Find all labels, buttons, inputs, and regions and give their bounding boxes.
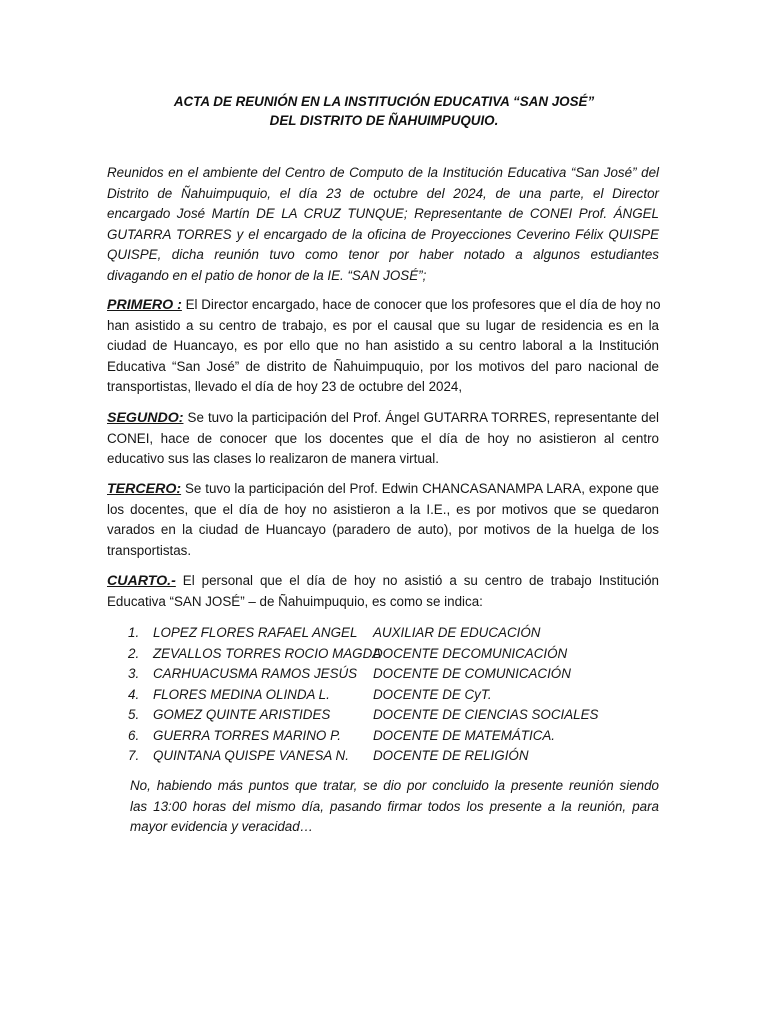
list-item-number: 5. xyxy=(128,707,140,722)
intro-line: encargado José Martín DE LA CRUZ TUNQUE; Representante de CONEI Prof. ÁNGEL xyxy=(107,206,659,222)
list-item-number: 3. xyxy=(128,666,140,681)
tercero-paragraph xyxy=(107,479,659,561)
segundo-line: educativo sus las clases lo realizaron de manera virtual. xyxy=(107,451,439,467)
tercero-heading: TERCERO: xyxy=(107,481,182,497)
list-item-number: 1. xyxy=(128,625,140,640)
primero-heading: PRIMERO : xyxy=(107,297,182,313)
title-line-2: DEL DISTRITO DE ÑAHUIMPUQUIO. xyxy=(269,113,499,128)
list-item-name: CARHUACUSMA RAMOS JESÚS xyxy=(153,666,358,681)
intro-line: Distrito de Ñahuimpuquio, el día 23 de octubre del 2024, de una parte, el Director xyxy=(107,185,659,201)
list-item-number: 6. xyxy=(128,727,140,743)
list-item-role: DOCENTE DE COMUNICACIÓN xyxy=(373,666,571,681)
list-item-role: DOCENTE DE CyT. xyxy=(373,686,492,702)
cuarto-paragraph xyxy=(107,571,659,612)
list-item-name: ZEVALLOS TORRES ROCIO MAGDA xyxy=(153,645,382,661)
primero-line: El Director encargado, hace de conocer que los profesores que el día de hoy no xyxy=(181,297,661,312)
tercero-line-first xyxy=(107,479,659,500)
list-item-number: 7. xyxy=(128,748,140,763)
cuarto-line: El personal que el día de hoy no asistió a su centro de trabajo Institución xyxy=(175,573,659,588)
primero-paragraph xyxy=(107,295,659,398)
list-item-role: AUXILIAR DE EDUCACIÓN xyxy=(373,625,541,640)
intro-line: QUISPE, dicha reunión tuvo como tenor por haber notado a algunos estudiantes xyxy=(107,247,659,263)
list-item-name: GOMEZ QUINTE ARISTIDES xyxy=(153,707,331,722)
segundo-line: CONEI, hace de conocer que los docentes que el día de hoy no asistieron al centro xyxy=(107,430,659,446)
list-item xyxy=(126,644,606,665)
absentee-list xyxy=(126,623,606,767)
tercero-line: transportistas. xyxy=(107,542,192,558)
list-item xyxy=(126,705,606,726)
title-line-1: ACTA DE REUNIÓN EN LA INSTITUCIÓN EDUCATIVA “SAN JOSÉ” xyxy=(173,94,595,109)
primero-line: ciudad de Huancayo, es por ello que no han asistido a su centro laboral a la Institución xyxy=(107,338,659,354)
list-item xyxy=(126,726,606,747)
list-item-number: 4. xyxy=(128,686,140,702)
segundo-line-first xyxy=(107,408,659,429)
list-item-role: DOCENTE DE MATEMÁTICA. xyxy=(373,727,556,743)
document-title xyxy=(0,92,768,130)
list-item-number: 2. xyxy=(128,645,140,661)
primero-line: han asistido a su centro de trabajo, es por el causal que su lugar de residencia es en la xyxy=(107,317,659,333)
list-item xyxy=(126,746,606,767)
closing-paragraph xyxy=(130,776,659,838)
list-item xyxy=(126,685,606,706)
tercero-line: Se tuvo la participación del Prof. Edwin CHANCASANAMPA LARA, expone que xyxy=(181,481,659,496)
list-item-role: DOCENTE DECOMUNICACIÓN xyxy=(373,645,568,661)
primero-line: Educativa “San José” de distrito de Ñahuimpuquio, por los motivos del paro nacional de xyxy=(107,358,659,374)
list-item-name: FLORES MEDINA OLINDA L. xyxy=(153,686,330,702)
tercero-line: los docentes, que el día de hoy no asistieron a la I.E., es por motivos que se quedaron xyxy=(107,501,659,517)
list-item-role: DOCENTE DE CIENCIAS SOCIALES xyxy=(373,707,599,722)
closing-line: las 13:00 horas del mismo día, pasando firmar todos los presente a la reunión, para xyxy=(130,798,659,814)
list-item-name: GUERRA TORRES MARINO P. xyxy=(153,727,341,743)
tercero-line: varados en la ciudad de Huancayo (paradero de auto), por motivos de la huelga de los xyxy=(107,522,659,538)
closing-line: No, habiendo más puntos que tratar, se dio por concluido la presente reunión siendo xyxy=(130,778,659,793)
list-item xyxy=(126,664,606,685)
cuarto-heading: CUARTO.- xyxy=(107,573,176,589)
primero-line-first xyxy=(107,295,659,316)
list-item-name: QUINTANA QUISPE VANESA N. xyxy=(153,748,349,763)
closing-line: mayor evidencia y veracidad… xyxy=(130,819,314,835)
list-item-name: LOPEZ FLORES RAFAEL ANGEL xyxy=(153,625,358,640)
primero-line: transportistas, llevado el día de hoy 23 de octubre del 2024, xyxy=(107,379,463,395)
segundo-heading: SEGUNDO: xyxy=(107,410,184,426)
intro-line: divagando en el patio de honor de la IE. “SAN JOSÉ”; xyxy=(107,267,427,283)
list-item-role: DOCENTE DE RELIGIÓN xyxy=(373,748,529,763)
segundo-paragraph xyxy=(107,408,659,470)
list-item xyxy=(126,623,606,644)
segundo-line: Se tuvo la participación del Prof. Ángel GUTARRA TORRES, representante del xyxy=(183,410,659,425)
cuarto-line: Educativa “SAN JOSÉ” – de Ñahuimpuquio, es como se indica: xyxy=(107,593,483,609)
intro-line: Reunidos en el ambiente del Centro de Computo de la Institución Educativa “San José” del xyxy=(107,165,659,180)
intro-paragraph xyxy=(107,163,659,287)
intro-line: GUTARRA TORRES y el encargado de la oficina de Proyecciones Ceverino Félix QUISPE xyxy=(107,226,659,242)
cuarto-line-first xyxy=(107,571,659,592)
